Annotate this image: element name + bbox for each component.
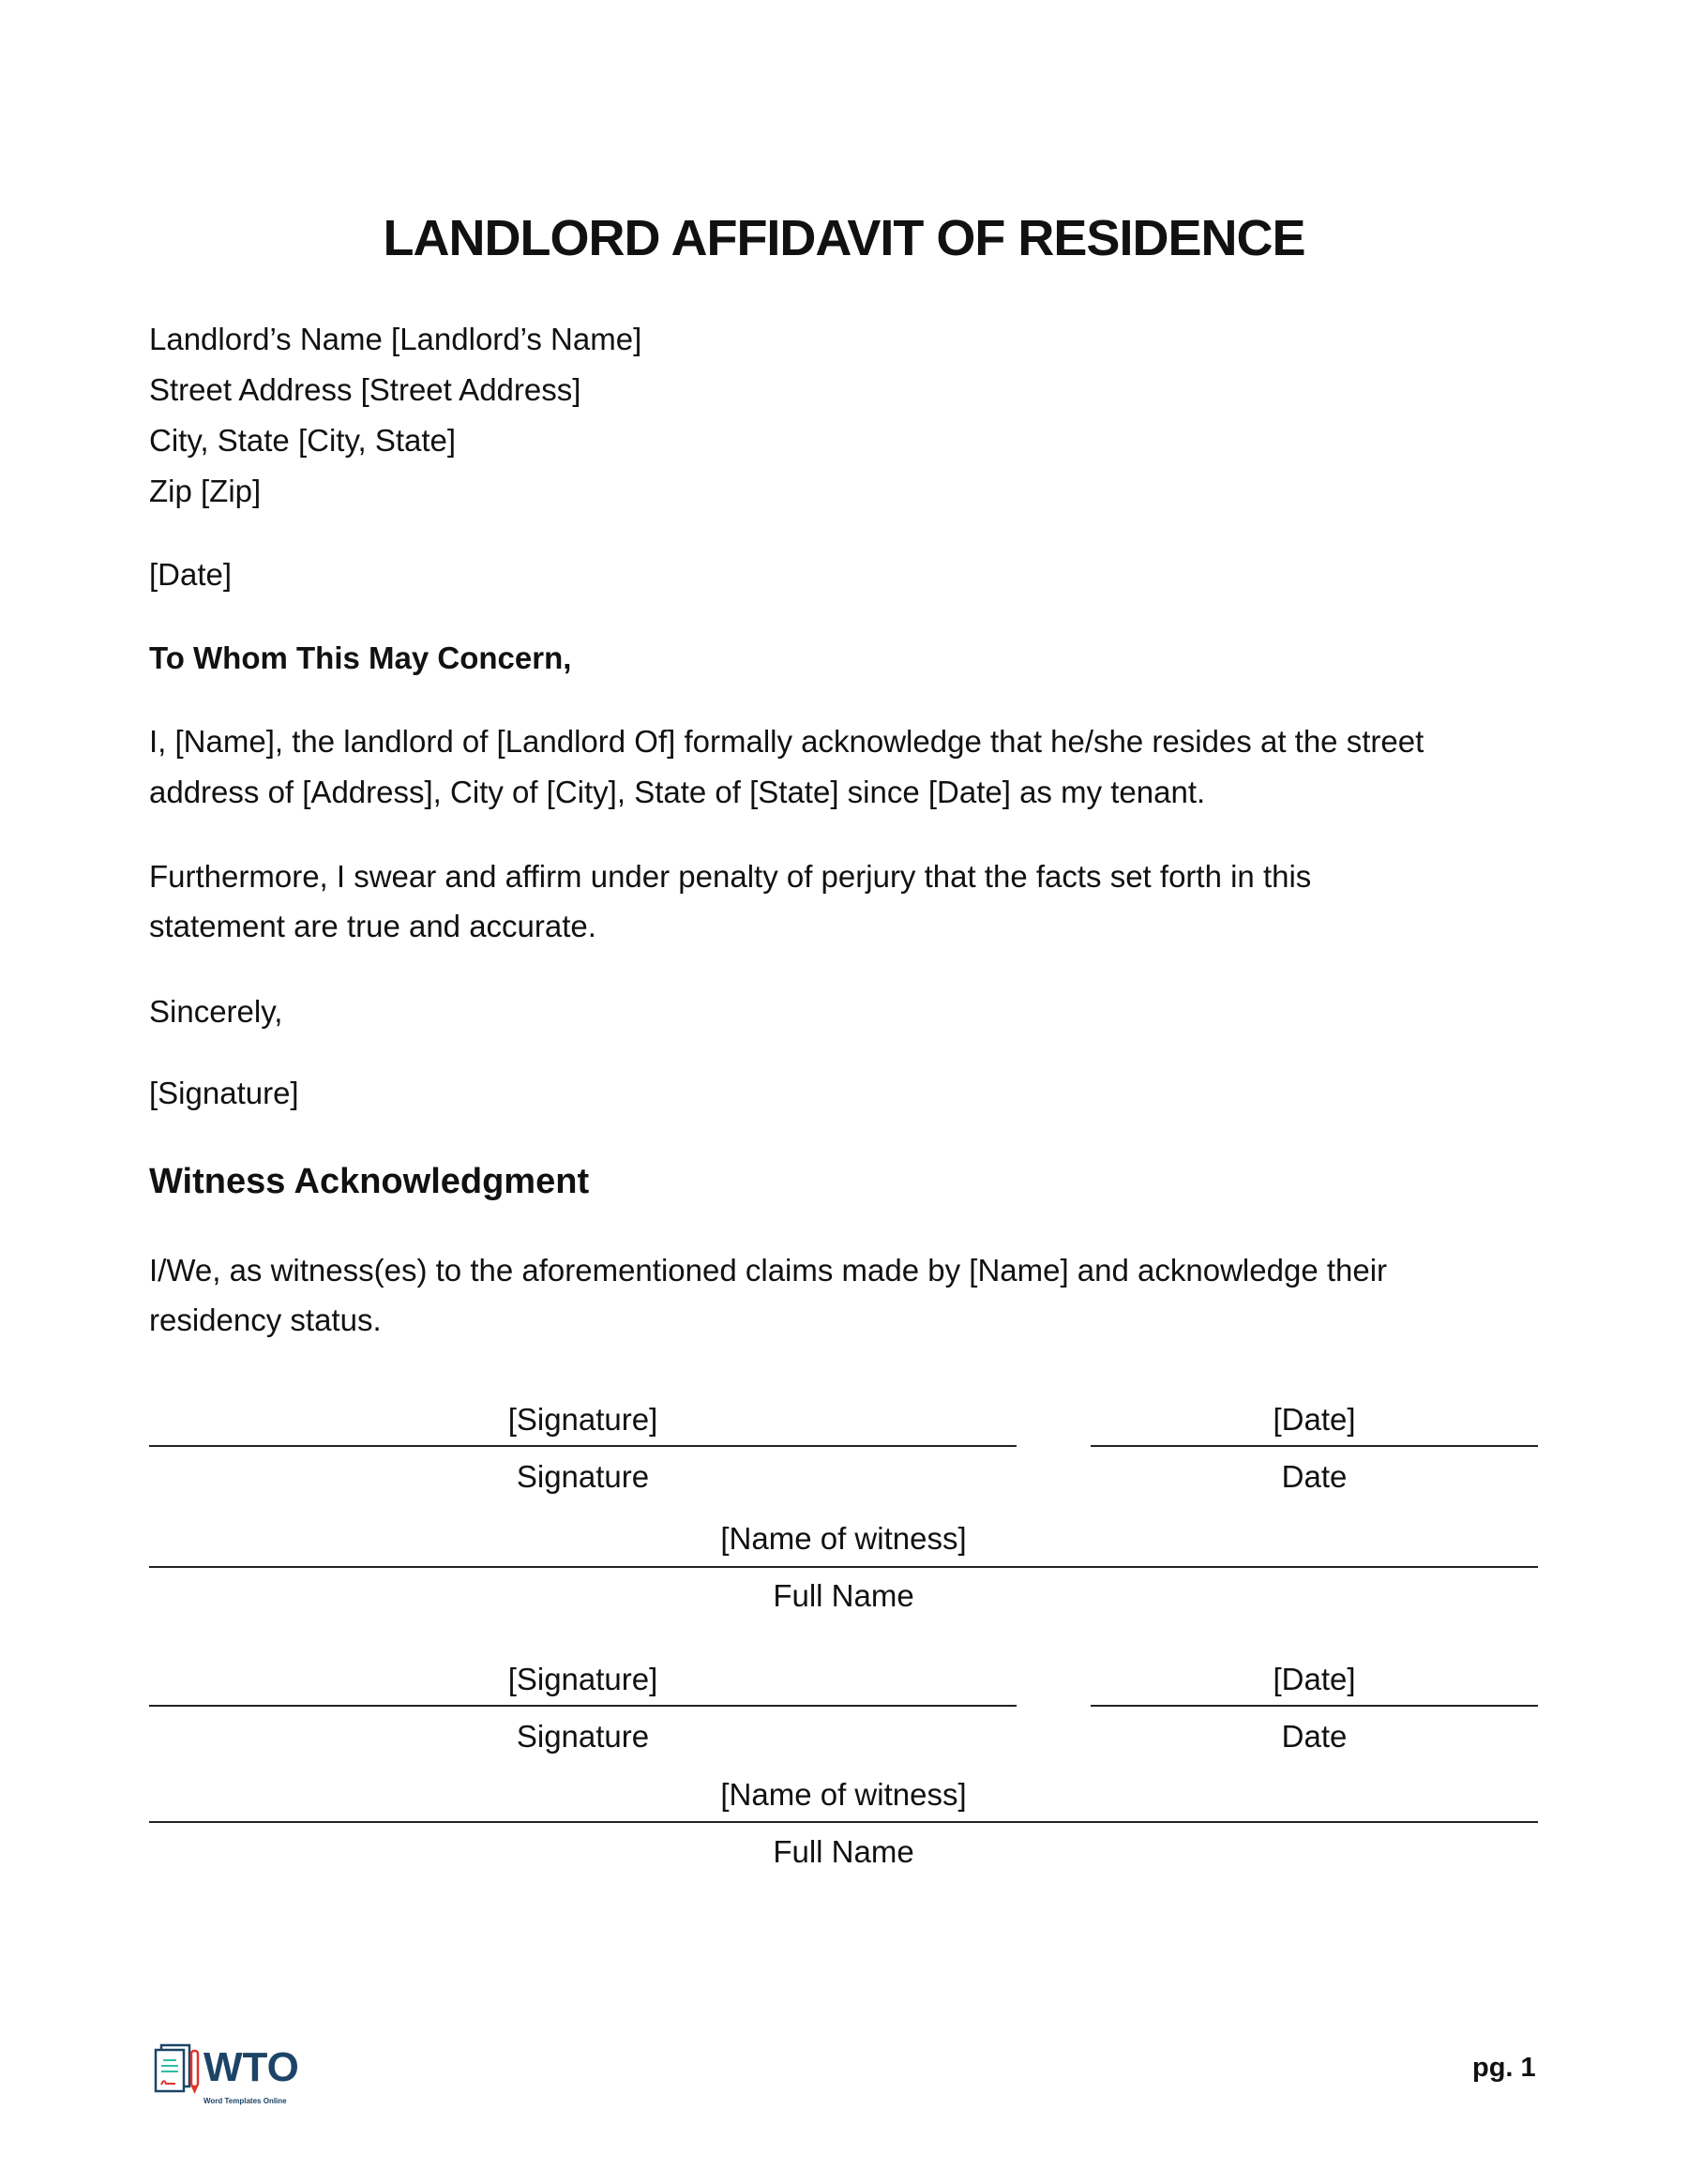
witness-signature-value[interactable]: [Signature] bbox=[507, 1402, 658, 1437]
logo-text: WTO bbox=[203, 2044, 299, 2090]
full-name-label: Full Name bbox=[773, 1834, 914, 1869]
date-line bbox=[1091, 1705, 1538, 1707]
witness-paragraph-line2: residency status. bbox=[149, 1303, 382, 1337]
witness-date-value[interactable]: [Date] bbox=[1273, 1402, 1356, 1437]
logo-row bbox=[153, 2041, 299, 2095]
landlord-name-line: Landlord’s Name [Landlord’s Name] bbox=[149, 322, 642, 356]
witness-signature-value[interactable]: [Signature] bbox=[507, 1662, 658, 1696]
signature-placeholder: [Signature] bbox=[149, 1076, 299, 1110]
logo-tagline: Word Templates Online bbox=[203, 2097, 287, 2105]
date-label: Date bbox=[1281, 1719, 1348, 1754]
date-line bbox=[1091, 1445, 1538, 1447]
witness-date-value[interactable]: [Date] bbox=[1273, 1662, 1356, 1696]
full-name-line bbox=[149, 1821, 1538, 1823]
full-name-line bbox=[149, 1566, 1538, 1568]
signature-label: Signature bbox=[516, 1719, 650, 1754]
paragraph1-line2: address of [Address], City of [City], State of [State] since [Date] as my tenant. bbox=[149, 775, 1206, 809]
document-title: LANDLORD AFFIDAVIT OF RESIDENCE bbox=[383, 210, 1305, 266]
paragraph2-line2: statement are true and accurate. bbox=[149, 909, 596, 943]
witness-paragraph-line1: I/We, as witness(es) to the aforementioned claims made by [Name] and acknowledge their bbox=[149, 1253, 1388, 1288]
date-label: Date bbox=[1281, 1459, 1348, 1494]
document-pen-icon bbox=[153, 2041, 200, 2095]
closing: Sincerely, bbox=[149, 994, 283, 1029]
page-number: pg. 1 bbox=[1472, 2053, 1536, 2083]
wto-logo bbox=[153, 2041, 340, 2116]
paragraph1-line1: I, [Name], the landlord of [Landlord Of] formally acknowledge that he/she resides at the street bbox=[149, 724, 1424, 759]
signature-label: Signature bbox=[516, 1459, 650, 1494]
city-state-line: City, State [City, State] bbox=[149, 423, 457, 458]
witness-name-value[interactable]: [Name of witness] bbox=[720, 1777, 967, 1812]
witness-name-value[interactable]: [Name of witness] bbox=[720, 1521, 967, 1556]
paragraph2-line1: Furthermore, I swear and affirm under penalty of perjury that the facts set forth in this bbox=[149, 859, 1312, 894]
date-line: [Date] bbox=[149, 557, 233, 592]
salutation: To Whom This May Concern, bbox=[149, 640, 572, 675]
witness-heading: Witness Acknowledgment bbox=[149, 1162, 590, 1201]
zip-line: Zip [Zip] bbox=[149, 474, 262, 508]
street-address-line: Street Address [Street Address] bbox=[149, 372, 581, 407]
full-name-label: Full Name bbox=[773, 1578, 914, 1613]
signature-line bbox=[149, 1445, 1017, 1447]
signature-line bbox=[149, 1705, 1017, 1707]
